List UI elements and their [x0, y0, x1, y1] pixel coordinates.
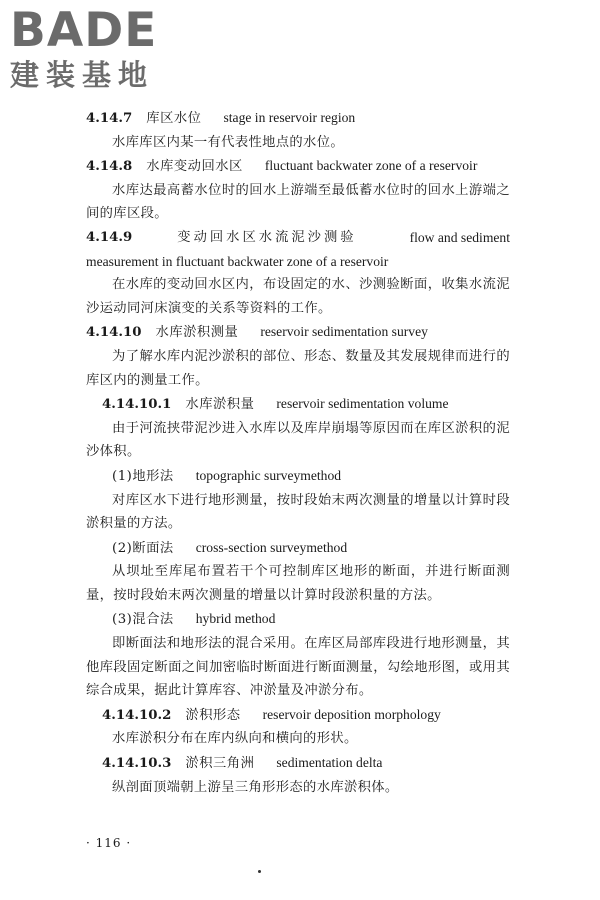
entry-heading [86, 106, 510, 131]
entry-heading [86, 464, 510, 489]
term-english: reservoir deposition morphology [262, 706, 441, 722]
term-english: fluctuant backwater zone of a reservoir [264, 158, 478, 174]
entry-definition: 对库区水下进行地形测量，按时段始末两次测量的增量以计算时段淤积量的方法。 [86, 492, 510, 532]
term-english: flow and sediment [409, 229, 510, 245]
term-english: stage in reservoir region [223, 110, 356, 125]
entry-heading [86, 154, 510, 179]
logo-subtitle: 建装基地 [10, 58, 155, 92]
entry-heading [86, 536, 510, 561]
entry-number: 4.14.10.2 [102, 707, 172, 723]
term-chinese: 水库淤积量 [185, 397, 255, 413]
entry-heading [86, 703, 510, 728]
term-chinese: 水库变动回水区 [146, 159, 243, 175]
term-chinese: 库区水位 [146, 111, 202, 126]
logo-brand: BADE [10, 3, 158, 58]
entry-number: 4.14.10 [86, 325, 142, 341]
document-body [86, 106, 510, 799]
term-chinese: 淤积形态 [185, 707, 241, 723]
term-english: hybrid method [195, 611, 276, 627]
entry-number: 4.14.10.3 [102, 756, 172, 772]
entry-heading [86, 607, 510, 632]
term-chinese: 断面法 [132, 540, 174, 556]
entry-definition: 水库淤积分布在库内纵向和横向的形状。 [112, 731, 358, 747]
entry-definition: 由于河流挟带泥沙进入水库以及库岸崩塌等原因而在库区淤积的泥沙体积。 [86, 420, 510, 460]
entry-definition: 纵剖面顶端朝上游呈三角形形态的水库淤积体。 [112, 779, 399, 795]
entry-number: (3) [112, 612, 133, 628]
page-number: · 116 · [86, 836, 132, 850]
term-english-continued: measurement in fluctuant backwater zone of a reservoir [86, 253, 389, 269]
term-chinese: 水库淤积测量 [155, 325, 239, 341]
entry-definition: 从坝址至库尾布置若干个可控制库区地形的断面，并进行断面测量，按时段始末两次测量的增量以计算时段淤积量的方法。 [86, 564, 510, 603]
term-english: topographic surveymethod [195, 467, 342, 483]
term-chinese: 地形法 [132, 468, 174, 484]
entry-definition: 水库库区内某一有代表性地点的水位。 [112, 134, 344, 150]
term-chinese: 混合法 [132, 612, 174, 628]
entry-definition: 在水库的变动回水区内，布设固定的水、沙测验断面，收集水流泥沙运动同河床演变的关系等资料的工作。 [86, 277, 510, 316]
entry-number: 4.14.8 [86, 159, 133, 175]
entry-heading [86, 226, 510, 250]
entry-heading [86, 320, 510, 345]
term-english: sedimentation delta [276, 755, 383, 771]
term-english: reservoir sedimentation volume [276, 396, 449, 412]
entry-number: 4.14.10.1 [102, 397, 172, 413]
entry-definition: 为了解水库内泥沙淤积的部位、形态、数量及其发展规律而进行的库区内的测量工作。 [86, 348, 510, 388]
term-chinese: 变动回水区水流泥沙测验 [177, 229, 357, 245]
entry-definition: 水库达最高蓄水位时的回水上游端至最低蓄水位时的回水上游端之间的库区段。 [86, 182, 510, 222]
entry-number: (1) [112, 468, 133, 484]
entry-number: 4.14.7 [86, 111, 133, 126]
term-chinese: 淤积三角洲 [185, 756, 255, 772]
print-dot [258, 870, 261, 873]
entry-heading [86, 751, 510, 776]
entry-number: (2) [112, 540, 133, 556]
entry-heading [86, 392, 510, 417]
entry-definition: 即断面法和地形法的混合采用。在库区局部库段进行地形测量，其他库段固定断面之间加密临时断面进行断面测量，勾绘地形图，或用其综合成果，据此计算库容、冲淤量及冲淤分布。 [86, 636, 510, 699]
term-english: cross-section surveymethod [195, 539, 348, 555]
bade-logo [10, 3, 180, 92]
term-english: reservoir sedimentation survey [260, 324, 428, 340]
entry-number: 4.14.9 [86, 229, 133, 245]
